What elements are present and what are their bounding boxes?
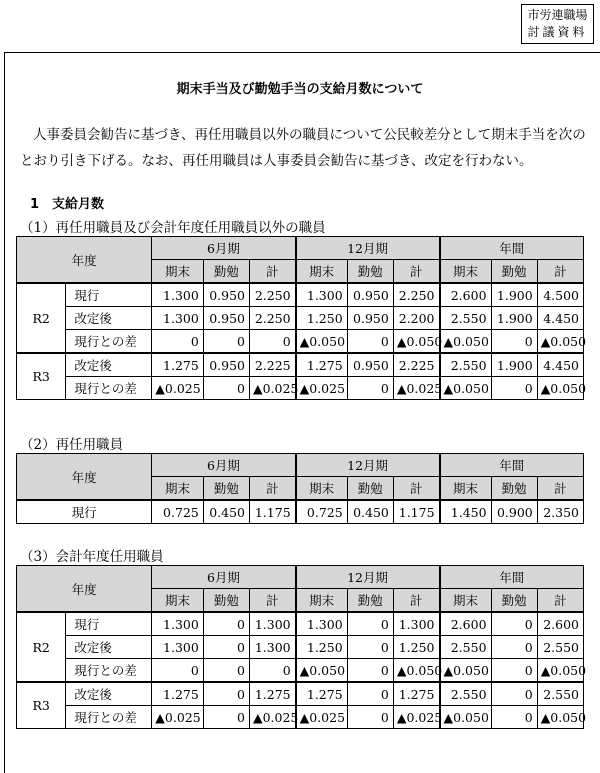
table-row <box>17 330 584 354</box>
value-cell: 0.950 <box>203 283 249 307</box>
value-cell: ▲0.050 <box>296 330 348 354</box>
value-cell: 1.300 <box>152 307 204 330</box>
value-cell: 0 <box>491 682 537 706</box>
value-cell: 0 <box>152 330 204 354</box>
row-label: 現行 <box>66 612 152 636</box>
value-cell: 2.600 <box>537 612 583 636</box>
header-period: 6月期 <box>152 454 296 477</box>
value-cell: 0.950 <box>203 307 249 330</box>
header-column: 期末 <box>296 260 348 284</box>
table2 <box>16 453 584 524</box>
value-cell: 1.300 <box>249 612 295 636</box>
table-row <box>17 283 584 307</box>
header-column: 勤勉 <box>347 589 393 613</box>
value-cell: 0 <box>203 659 249 683</box>
stamp-line-1: 市労連職場 <box>527 8 588 22</box>
value-cell: 4.500 <box>537 283 583 307</box>
header-column: 期末 <box>152 589 204 613</box>
value-cell: 0.950 <box>347 307 393 330</box>
row-label: 改定後 <box>66 353 152 377</box>
value-cell: 0 <box>249 659 295 683</box>
value-cell: 0 <box>347 706 393 729</box>
page-title: 期末手当及び勤勉手当の支給月数について <box>176 82 424 97</box>
value-cell: 1.300 <box>296 612 348 636</box>
header-column: 期末 <box>440 477 492 501</box>
value-cell: 0 <box>203 330 249 354</box>
value-cell: ▲0.025 <box>152 706 204 729</box>
value-cell: 2.600 <box>440 612 492 636</box>
table-row <box>17 612 584 636</box>
value-cell: 0 <box>249 330 295 354</box>
value-cell: ▲0.050 <box>537 659 583 683</box>
value-cell: 1.275 <box>296 682 348 706</box>
value-cell: 2.250 <box>249 307 295 330</box>
value-cell: 1.275 <box>296 353 348 377</box>
header-column: 計 <box>537 589 583 613</box>
value-cell: 0 <box>491 706 537 729</box>
stamp-line-2: 討議資料 <box>527 25 588 39</box>
value-cell: 0 <box>347 377 393 400</box>
value-cell: 1.900 <box>491 307 537 330</box>
value-cell: 2.350 <box>537 500 583 524</box>
table-row <box>17 500 584 524</box>
header-period: 12月期 <box>296 566 440 589</box>
value-cell: 0 <box>347 659 393 683</box>
table1-heading: （1）再任用職員及び会計年度任用職員以外の職員 <box>20 220 326 236</box>
value-cell: 2.550 <box>537 682 583 706</box>
value-cell: 4.450 <box>537 307 583 330</box>
year-cell: R2 <box>17 283 66 353</box>
value-cell: 1.450 <box>440 500 492 524</box>
header-column: 計 <box>537 260 583 284</box>
value-cell: 0 <box>491 636 537 659</box>
section-heading: 1 支給月数 <box>30 197 105 212</box>
header-column: 勤勉 <box>347 477 393 501</box>
value-cell: 1.275 <box>393 682 439 706</box>
value-cell: ▲0.025 <box>249 377 295 400</box>
table-row <box>17 377 584 400</box>
value-cell: 0 <box>347 682 393 706</box>
value-cell: 2.200 <box>393 307 439 330</box>
year-cell: R2 <box>17 612 66 682</box>
value-cell: 1.300 <box>296 283 348 307</box>
row-label: 現行との差 <box>66 659 152 683</box>
value-cell: 0 <box>203 377 249 400</box>
header-column: 勤勉 <box>347 260 393 284</box>
value-cell: 0 <box>203 612 249 636</box>
value-cell: 2.225 <box>393 353 439 377</box>
header-column: 期末 <box>296 477 348 501</box>
value-cell: 0 <box>491 330 537 354</box>
table2-heading: （2）再任用職員 <box>20 437 124 453</box>
row-label: 改定後 <box>66 682 152 706</box>
value-cell: ▲0.050 <box>393 330 439 354</box>
value-cell: 1.250 <box>393 636 439 659</box>
value-cell: 1.175 <box>249 500 295 524</box>
value-cell: ▲0.025 <box>296 706 348 729</box>
year-cell: R3 <box>17 353 66 400</box>
value-cell: 0 <box>491 377 537 400</box>
value-cell: 0.950 <box>347 283 393 307</box>
value-cell: ▲0.050 <box>440 330 492 354</box>
header-period: 年間 <box>440 237 584 260</box>
header-column: 計 <box>249 260 295 284</box>
value-cell: 0.450 <box>347 500 393 524</box>
value-cell: 0.950 <box>203 353 249 377</box>
row-label: 現行との差 <box>66 706 152 729</box>
value-cell: ▲0.050 <box>537 330 583 354</box>
value-cell: 1.900 <box>491 283 537 307</box>
value-cell: 1.275 <box>249 682 295 706</box>
value-cell: 1.300 <box>152 636 204 659</box>
header-column: 勤勉 <box>491 589 537 613</box>
value-cell: 0.450 <box>203 500 249 524</box>
header-column: 期末 <box>152 477 204 501</box>
value-cell: ▲0.050 <box>440 377 492 400</box>
intro-paragraph: 人事委員会勧告に基づき、再任用職員以外の職員について公民較差分として期末手当を次のとおり引き下げる。なお、再任用職員は人事委員会勧告に基づき、改定を行わない。 <box>20 127 586 169</box>
header-period: 12月期 <box>296 454 440 477</box>
value-cell: 2.600 <box>440 283 492 307</box>
header-column: 計 <box>249 477 295 501</box>
value-cell: 1.300 <box>152 612 204 636</box>
header-row-periods <box>17 237 584 260</box>
value-cell: 0 <box>491 612 537 636</box>
value-cell: ▲0.050 <box>296 659 348 683</box>
value-cell: 2.550 <box>440 353 492 377</box>
row-label: 現行 <box>17 500 152 524</box>
value-cell: 2.550 <box>440 307 492 330</box>
table1 <box>16 236 587 400</box>
header-column: 計 <box>393 260 439 284</box>
row-label: 改定後 <box>66 636 152 659</box>
header-column: 期末 <box>152 260 204 284</box>
header-column: 計 <box>393 477 439 501</box>
value-cell: ▲0.050 <box>440 706 492 729</box>
table-row <box>17 307 584 330</box>
intro-text <box>20 122 590 174</box>
header-column: 期末 <box>296 589 348 613</box>
value-cell: 0.950 <box>347 353 393 377</box>
header-period: 12月期 <box>296 237 440 260</box>
value-cell: 0 <box>203 706 249 729</box>
document-stamp <box>521 4 594 44</box>
header-column: 計 <box>249 589 295 613</box>
header-column: 計 <box>537 477 583 501</box>
value-cell: ▲0.050 <box>537 377 583 400</box>
header-column: 期末 <box>440 260 492 284</box>
value-cell: ▲0.050 <box>537 706 583 729</box>
value-cell: 4.450 <box>537 353 583 377</box>
header-column: 計 <box>393 589 439 613</box>
header-column: 勤勉 <box>491 260 537 284</box>
value-cell: 2.550 <box>440 636 492 659</box>
value-cell: 1.250 <box>296 307 348 330</box>
value-cell: 0 <box>203 682 249 706</box>
value-cell: 2.250 <box>249 283 295 307</box>
value-cell: ▲0.025 <box>249 706 295 729</box>
value-cell: 0 <box>491 659 537 683</box>
value-cell: 2.225 <box>249 353 295 377</box>
header-column: 勤勉 <box>491 477 537 501</box>
value-cell: 0 <box>347 636 393 659</box>
value-cell: 1.900 <box>491 353 537 377</box>
header-period: 6月期 <box>152 237 296 260</box>
table-row <box>17 659 584 683</box>
value-cell: 1.250 <box>296 636 348 659</box>
table-row <box>17 682 584 706</box>
row-label: 現行 <box>66 283 152 307</box>
value-cell: ▲0.050 <box>440 659 492 683</box>
value-cell: 2.550 <box>537 636 583 659</box>
header-period: 年間 <box>440 566 584 589</box>
value-cell: ▲0.050 <box>393 659 439 683</box>
value-cell: 0.725 <box>296 500 348 524</box>
table-row <box>17 353 584 377</box>
value-cell: 0 <box>347 612 393 636</box>
value-cell: ▲0.025 <box>296 377 348 400</box>
value-cell: ▲0.025 <box>393 706 439 729</box>
header-column: 勤勉 <box>203 589 249 613</box>
header-row-periods <box>17 454 584 477</box>
value-cell: ▲0.025 <box>152 377 204 400</box>
value-cell: 0 <box>347 330 393 354</box>
table-row <box>17 706 584 729</box>
value-cell: 0 <box>203 636 249 659</box>
value-cell: 0.725 <box>152 500 204 524</box>
header-nendo: 年度 <box>17 454 152 501</box>
value-cell: 1.300 <box>393 612 439 636</box>
table-row <box>17 636 584 659</box>
value-cell: 1.300 <box>152 283 204 307</box>
row-label: 改定後 <box>66 307 152 330</box>
header-period: 年間 <box>440 454 584 477</box>
header-column: 勤勉 <box>203 260 249 284</box>
value-cell: 1.300 <box>249 636 295 659</box>
value-cell: 2.250 <box>393 283 439 307</box>
header-column: 期末 <box>440 589 492 613</box>
header-nendo: 年度 <box>17 237 152 284</box>
table3 <box>16 565 587 729</box>
value-cell: 0.900 <box>491 500 537 524</box>
value-cell: ▲0.025 <box>393 377 439 400</box>
row-label: 現行との差 <box>66 377 152 400</box>
row-label: 現行との差 <box>66 330 152 354</box>
header-nendo: 年度 <box>17 566 152 613</box>
header-period: 6月期 <box>152 566 296 589</box>
year-cell: R3 <box>17 682 66 729</box>
value-cell: 2.550 <box>440 682 492 706</box>
header-column: 勤勉 <box>203 477 249 501</box>
value-cell: 1.275 <box>152 682 204 706</box>
table3-heading: （3）会計年度任用職員 <box>20 549 164 565</box>
value-cell: 0 <box>152 659 204 683</box>
value-cell: 1.175 <box>393 500 439 524</box>
header-row-periods <box>17 566 584 589</box>
value-cell: 1.275 <box>152 353 204 377</box>
